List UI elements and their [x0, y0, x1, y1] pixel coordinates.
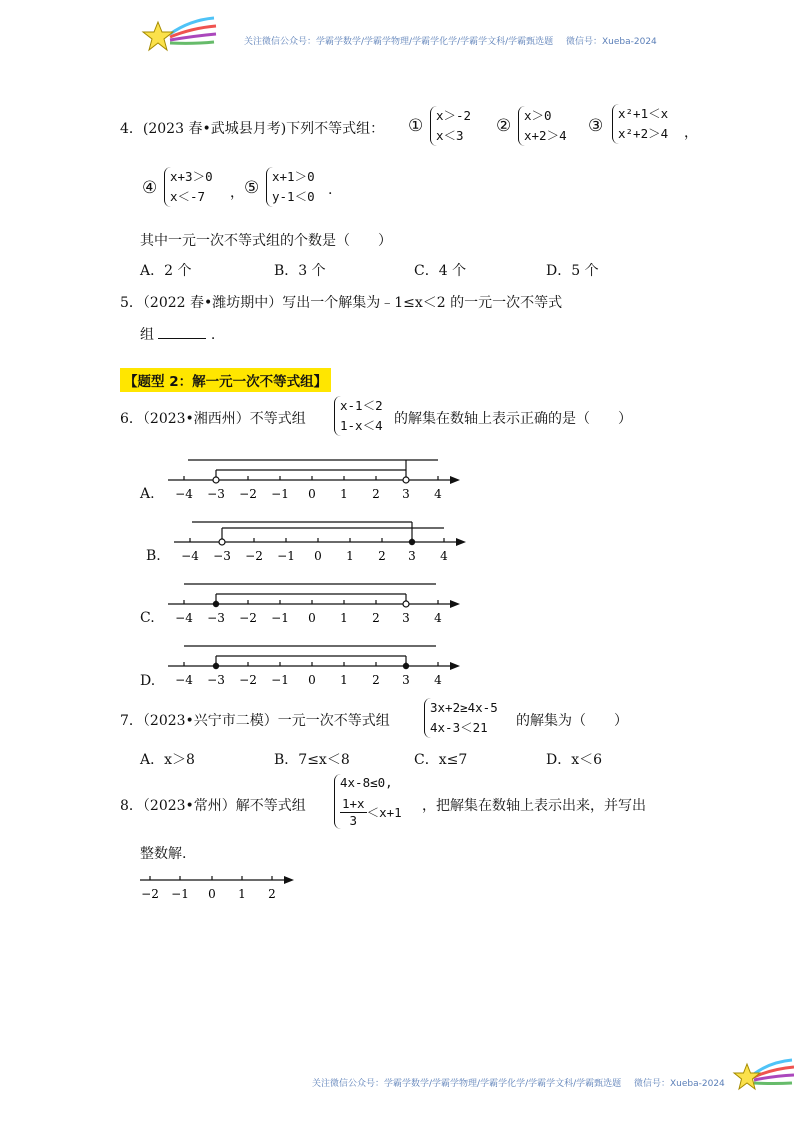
q6-d-tick-label: 4	[434, 673, 442, 687]
q4-system-5	[266, 167, 315, 207]
q4-num-3: ③	[588, 116, 604, 136]
q4-system-3	[612, 104, 668, 144]
q6-d-tick-label: −1	[271, 673, 289, 687]
q6-c-tick-label: −2	[239, 611, 257, 625]
q7-option-a[interactable]: A．x＞8	[140, 752, 195, 768]
q5-line2-start: 组	[140, 327, 154, 343]
q7-system	[424, 698, 498, 738]
q5-line2	[140, 324, 215, 344]
q4-s3-line1: x²+1＜x	[618, 106, 669, 121]
q6-d-tick-label: 3	[402, 673, 410, 687]
q6-b-tick-label: 3	[408, 549, 416, 563]
q6-a-tick-label: 1	[340, 487, 348, 501]
q6-c-tick-label: −3	[207, 611, 225, 625]
footer-star-logo	[732, 1056, 794, 1096]
q6-c-tick-label: 4	[434, 611, 442, 625]
q4-num-1: ①	[408, 116, 424, 136]
q4-comma-3: ，	[684, 125, 698, 141]
q7-sys-line2: 4x-3＜21	[430, 720, 488, 735]
q8-frac-denominator: 3	[349, 813, 358, 828]
q7-prefix: 7．（2023•兴宁市二模）一元一次不等式组	[120, 713, 390, 729]
q6-d-tick-label: 2	[372, 673, 380, 687]
q4-s4-line1: x+3＞0	[170, 169, 213, 184]
q6-d-tick-label: 1	[340, 673, 348, 687]
q4-s5-line2: y-1＜0	[272, 189, 315, 204]
q6-option-b-label[interactable]: B.	[146, 548, 161, 564]
q8-frac-rest: ＜x+1	[366, 804, 402, 820]
q6-a-tick-label: −1	[271, 487, 289, 501]
q8-sys-line2	[340, 796, 402, 829]
q4-s5-line1: x+1＞0	[272, 169, 315, 184]
q6-c-tick-label: 0	[308, 611, 316, 625]
q8-tick-label: −1	[171, 887, 189, 901]
q8-suffix: ，把解集在数轴上表示出来，并写出	[422, 798, 646, 814]
q4-s4-line2: x＜-7	[170, 189, 206, 204]
q4-num-4: ④	[142, 178, 158, 198]
q7-option-c[interactable]: C．x≤7	[414, 752, 468, 768]
q4-s3-line2: x²+2＞4	[618, 126, 669, 141]
q4-s2-line2: x+2＞4	[524, 128, 567, 143]
q6-c-tick-label: −4	[175, 611, 193, 625]
q7-suffix: 的解集为（ ）	[516, 713, 628, 729]
q4-option-a[interactable]: A．2 个	[140, 263, 192, 279]
q5-line2-end: .	[210, 327, 216, 343]
q7-option-b[interactable]: B．7≤x＜8	[274, 752, 350, 768]
q7-sys-line1: 3x+2≥4x-5	[430, 700, 498, 715]
q4-num-5: ⑤	[244, 178, 260, 198]
q6-b-tick-label: −2	[245, 549, 263, 563]
q6-sys-line1: x-1＜2	[340, 398, 383, 413]
q4-s2-line1: x＞0	[524, 108, 552, 123]
q6-prefix: 6．（2023•湘西州）不等式组	[120, 411, 306, 427]
q4-option-d[interactable]: D．5 个	[546, 263, 599, 279]
q6-a-ticks	[184, 476, 438, 480]
q6-sys-line2: 1-x＜4	[340, 418, 383, 433]
q6-b-tick-label: 1	[346, 549, 354, 563]
q6-option-c-label[interactable]: C.	[140, 610, 155, 626]
q8-line2: 整数解.	[140, 846, 187, 862]
q8-system	[334, 774, 402, 829]
q8-numberline	[136, 872, 306, 902]
q6-c-tick-label: 2	[372, 611, 380, 625]
q6-c-tick-label: 3	[402, 611, 410, 625]
q6-a-tick-label: 4	[434, 487, 442, 501]
q6-a-tick-label: 2	[372, 487, 380, 501]
q4-option-b[interactable]: B．3 个	[274, 263, 326, 279]
q8-tick-label: 1	[238, 887, 246, 901]
q8-tick-label: −2	[141, 887, 159, 901]
q4-system-4	[164, 167, 213, 207]
q8-tick-label: 2	[268, 887, 276, 901]
q6-b-tick-label: −1	[277, 549, 295, 563]
q4-option-c[interactable]: C．4 个	[414, 263, 467, 279]
q5-answer-blank[interactable]	[158, 326, 206, 339]
q6-option-c-numberline	[164, 580, 464, 632]
q6-c-tick-label: −1	[271, 611, 289, 625]
header-star-logo	[140, 14, 220, 58]
q6-d-tick-label: −4	[175, 673, 193, 687]
q6-a-tick-label: 3	[402, 487, 410, 501]
q6-a-tick-label: −4	[175, 487, 193, 501]
q4-system-2	[518, 106, 567, 146]
q4-period: .	[328, 182, 333, 198]
q6-option-a-numberline	[164, 456, 464, 508]
q6-system	[334, 396, 383, 436]
q6-c-tick-label: 1	[340, 611, 348, 625]
q6-option-a-label[interactable]: A.	[140, 486, 155, 502]
header-wechat: 微信号：Xueba-2024	[566, 37, 657, 47]
q6-option-b-numberline	[170, 518, 470, 570]
q6-b-tick-label: 4	[440, 549, 448, 563]
q4-stem: 其中一元一次不等式组的个数是（ ）	[140, 233, 392, 249]
q8-prefix: 8．（2023•常州）解不等式组	[120, 798, 306, 814]
q6-d-tick-label: −2	[239, 673, 257, 687]
q6-d-tick-label: −3	[207, 673, 225, 687]
section-title: 【题型 2：解一元一次不等式组】	[120, 368, 331, 392]
q4-num-2: ②	[496, 116, 512, 136]
q8-tick-label: 0	[208, 887, 216, 901]
q6-suffix: 的解集在数轴上表示正确的是（ ）	[394, 411, 632, 427]
q6-b-tick-label: −3	[213, 549, 231, 563]
q4-comma-4: ，	[230, 185, 244, 201]
q4-s1-line2: x＜3	[436, 128, 464, 143]
q6-b-tick-label: 0	[314, 549, 322, 563]
q6-a-tick-label: −3	[207, 487, 225, 501]
q6-b-tick-label: −4	[181, 549, 199, 563]
q6-a-tick-label: −2	[239, 487, 257, 501]
q4-system-1	[430, 106, 471, 146]
q8-frac-numerator: 1+x	[342, 796, 365, 811]
q6-option-d-label[interactable]: D.	[140, 673, 156, 689]
q6-a-tick-label: 0	[308, 487, 316, 501]
q4-s1-line1: x＞-2	[436, 108, 472, 123]
header-text: 关注微信公众号：学霸学数学/学霸学物理/学霸学化学/学霸学文科/学霸甄选题	[244, 37, 554, 47]
q6-d-tick-label: 0	[308, 673, 316, 687]
q8-sys-line1: 4x-8≤0,	[340, 775, 393, 790]
q7-option-d[interactable]: D．x＜6	[546, 752, 603, 768]
q6-b-tick-label: 2	[378, 549, 386, 563]
q5-line1: 5．（2022 春•潍坊期中）写出一个解集为﹣1≤x＜2 的一元一次不等式	[120, 295, 563, 311]
q4-prefix: 4．(2023 春•武城县月考)下列不等式组：	[120, 121, 385, 137]
q6-option-d-numberline	[164, 642, 464, 694]
footer-text: 关注微信公众号：学霸学数学/学霸学物理/学霸学化学/学霸学文科/学霸甄选题	[312, 1079, 622, 1089]
footer-wechat: 微信号：Xueba-2024	[634, 1079, 725, 1089]
